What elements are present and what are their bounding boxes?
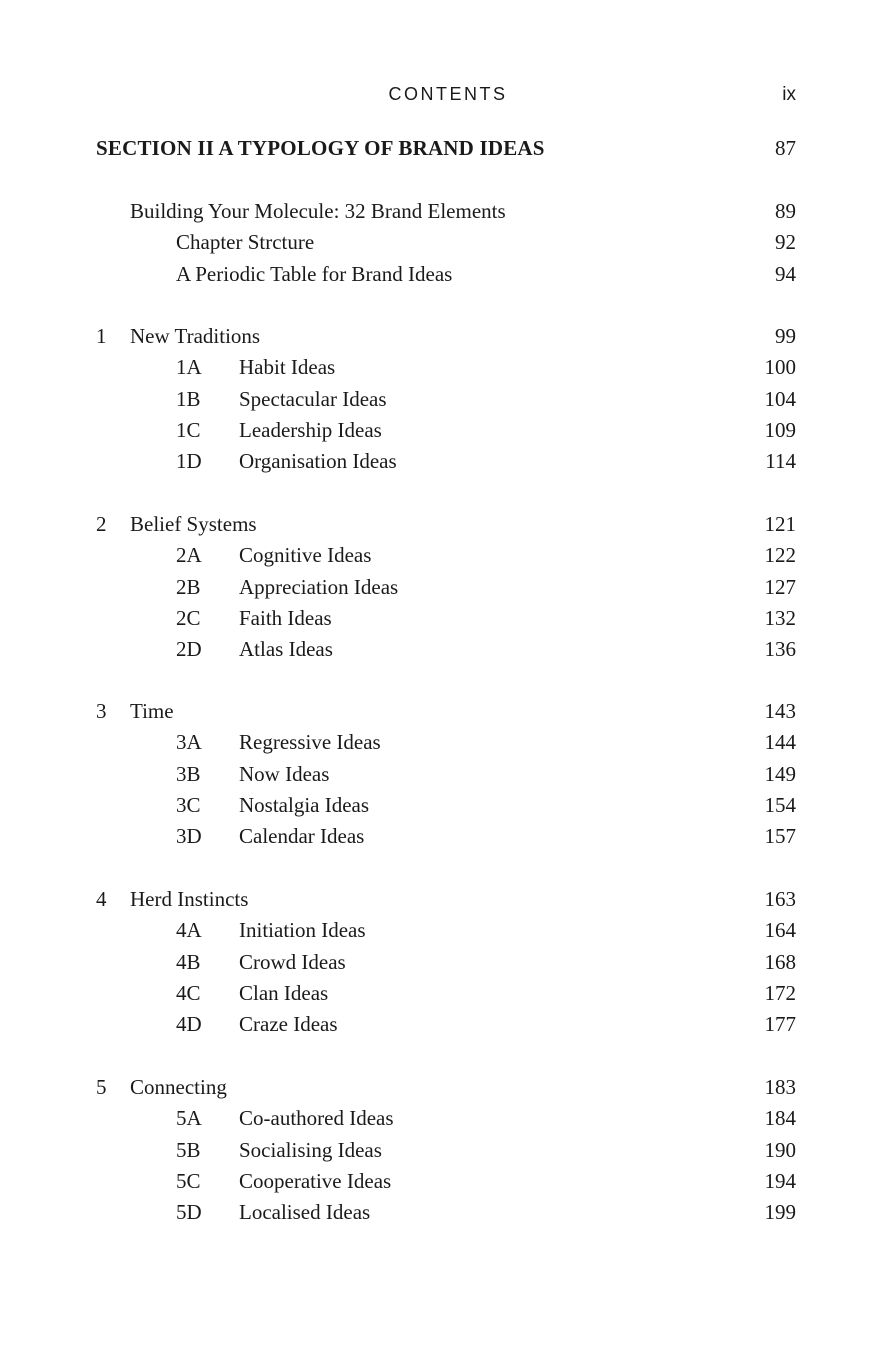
chapter-title: Belief Systems: [130, 512, 257, 536]
subchapter-title: Clan Ideas: [239, 980, 329, 1005]
intro-sub-title: A Periodic Table for Brand Ideas: [176, 262, 453, 286]
toc-subchapter-row: [0, 540, 896, 570]
subchapter-page: 100: [764, 355, 796, 380]
subchapter-page: 177: [764, 1012, 796, 1037]
toc-intro-subrow: [0, 259, 896, 289]
subchapter-page: 104: [764, 386, 796, 411]
intro-sub-title: Chapter Strcture: [176, 230, 315, 254]
toc-subchapter-row: [0, 352, 896, 382]
chapter-title: Time: [130, 699, 174, 723]
toc-chapter-row: [0, 321, 896, 351]
subchapter-page: 190: [764, 1137, 796, 1162]
subchapter-page: 157: [764, 824, 796, 849]
subchapter-page: 154: [764, 792, 796, 817]
toc-subchapter-row: [0, 603, 896, 633]
chapter-number: 5: [96, 1075, 107, 1099]
subchapter-title: Craze Ideas: [239, 1012, 338, 1037]
section-title: SECTION II A TYPOLOGY OF BRAND IDEAS: [96, 136, 545, 160]
chapter-page: 183: [764, 1075, 796, 1099]
subchapter-code: 2A: [176, 543, 202, 568]
chapter-number: 3: [96, 699, 107, 723]
toc-subchapter-row: [0, 572, 896, 602]
subchapter-title: Nostalgia Ideas: [239, 792, 370, 817]
subchapter-page: 199: [764, 1200, 796, 1225]
toc-intro-subrow: [0, 227, 896, 257]
chapter-number: 4: [96, 887, 107, 911]
toc-subchapter-row: [0, 415, 896, 445]
toc-subchapter-row: [0, 1103, 896, 1133]
toc-subchapter-row: [0, 384, 896, 414]
subchapter-page: 122: [764, 543, 796, 568]
chapter-number: 2: [96, 512, 107, 536]
subchapter-page: 127: [764, 574, 796, 599]
subchapter-title: Now Ideas: [239, 761, 330, 786]
subchapter-code: 4B: [176, 949, 201, 974]
subchapter-code: 2B: [176, 574, 201, 599]
subchapter-title: Crowd Ideas: [239, 949, 346, 974]
subchapter-title: Leadership Ideas: [239, 417, 382, 442]
subchapter-code: 5D: [176, 1200, 202, 1225]
toc-subchapter-row: [0, 821, 896, 851]
subchapter-title: Spectacular Ideas: [239, 386, 387, 411]
chapter-page: 143: [764, 699, 796, 723]
subchapter-title: Socialising Ideas: [239, 1137, 382, 1162]
subchapter-code: 3D: [176, 824, 202, 849]
intro-title: Building Your Molecule: 32 Brand Elements: [130, 199, 506, 223]
section-page: 87: [775, 136, 796, 160]
toc-subchapter-row: [0, 790, 896, 820]
subchapter-code: 1A: [176, 355, 202, 380]
subchapter-title: Co-authored Ideas: [239, 1106, 394, 1131]
toc-section-row: [0, 133, 896, 163]
toc-subchapter-row: [0, 978, 896, 1008]
chapter-title: Herd Instincts: [130, 887, 249, 911]
chapter-title: New Traditions: [130, 324, 261, 348]
subchapter-code: 4D: [176, 1012, 202, 1037]
running-header-title: CONTENTS: [388, 84, 508, 104]
subchapter-code: 3A: [176, 730, 202, 755]
subchapter-code: 2D: [176, 637, 202, 662]
subchapter-code: 5B: [176, 1137, 201, 1162]
subchapter-title: Initiation Ideas: [239, 918, 366, 943]
subchapter-page: 168: [764, 949, 796, 974]
subchapter-code: 5A: [176, 1106, 202, 1131]
subchapter-title: Calendar Ideas: [239, 824, 365, 849]
subchapter-title: Cooperative Ideas: [239, 1168, 392, 1193]
toc-subchapter-row: [0, 446, 896, 476]
subchapter-title: Habit Ideas: [239, 355, 336, 380]
subchapter-page: 114: [765, 449, 796, 474]
page-number: ix: [782, 84, 796, 105]
subchapter-code: 1C: [176, 417, 201, 442]
subchapter-page: 194: [764, 1168, 796, 1193]
subchapter-code: 3C: [176, 792, 201, 817]
toc-subchapter-row: [0, 915, 896, 945]
subchapter-code: 5C: [176, 1168, 201, 1193]
chapter-number: 1: [96, 324, 107, 348]
toc-subchapter-row: [0, 1166, 896, 1196]
chapter-page: 121: [764, 512, 796, 536]
subchapter-page: 164: [764, 918, 796, 943]
toc-intro-row: [0, 196, 896, 226]
toc-subchapter-row: [0, 1135, 896, 1165]
intro-sub-page: 92: [775, 230, 796, 254]
chapter-page: 99: [775, 324, 796, 348]
intro-page: 89: [775, 199, 796, 223]
toc-chapter-row: [0, 884, 896, 914]
toc-subchapter-row: [0, 759, 896, 789]
chapter-page: 163: [764, 887, 796, 911]
subchapter-title: Cognitive Ideas: [239, 543, 372, 568]
subchapter-page: 144: [764, 730, 796, 755]
subchapter-title: Faith Ideas: [239, 605, 332, 630]
subchapter-page: 149: [764, 761, 796, 786]
toc-chapter-row: [0, 696, 896, 726]
toc-subchapter-row: [0, 947, 896, 977]
toc-subchapter-row: [0, 1197, 896, 1227]
toc-chapter-row: [0, 1072, 896, 1102]
subchapter-code: 3B: [176, 761, 201, 786]
subchapter-page: 109: [764, 417, 796, 442]
subchapter-page: 184: [764, 1106, 796, 1131]
subchapter-code: 1D: [176, 449, 202, 474]
subchapter-code: 2C: [176, 605, 201, 630]
intro-sub-page: 94: [775, 262, 796, 286]
subchapter-title: Appreciation Ideas: [239, 574, 399, 599]
toc-subchapter-row: [0, 634, 896, 664]
subchapter-title: Atlas Ideas: [239, 637, 333, 662]
subchapter-page: 172: [764, 980, 796, 1005]
toc-chapter-row: [0, 509, 896, 539]
subchapter-title: Localised Ideas: [239, 1200, 371, 1225]
toc-subchapter-row: [0, 727, 896, 757]
subchapter-page: 136: [764, 637, 796, 662]
subchapter-code: 4C: [176, 980, 201, 1005]
subchapter-code: 4A: [176, 918, 202, 943]
chapter-title: Connecting: [130, 1075, 227, 1099]
subchapter-title: Regressive Ideas: [239, 730, 381, 755]
subchapter-code: 1B: [176, 386, 201, 411]
toc-subchapter-row: [0, 1009, 896, 1039]
subchapter-page: 132: [764, 605, 796, 630]
subchapter-title: Organisation Ideas: [239, 449, 397, 474]
